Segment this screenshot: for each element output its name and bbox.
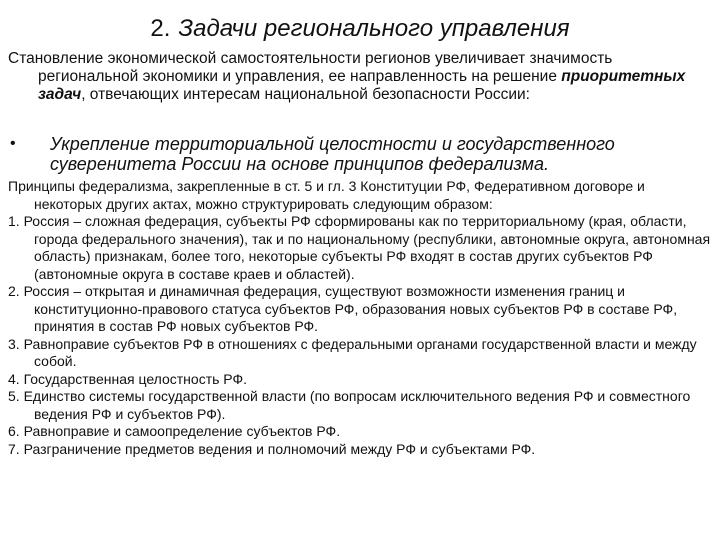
slide-title [0, 14, 720, 44]
title-text: Задачи регионального управления [178, 15, 570, 42]
principle-item-2: 2. Россия – открытая и динамичная федерация, существуют возможности изменения границ и конституционно-правового статуса субъектов РФ, образования новых субъектов РФ в составе РФ, принятия в состав РФ новых субъектов РФ. [8, 283, 678, 334]
principle-item-6: 6. Равноправие и самоопределение субъектов РФ. [8, 423, 341, 439]
intro-after: , отвечающих интересам национальной безопасности России: [81, 86, 530, 103]
bullet-text: Укрепление территориальной целостности и государственного суверенитета России на основе принципов федерализма. [50, 134, 615, 174]
intro-emphasis: приоритетных задач [38, 68, 686, 103]
principle-item-5: 5. Единство системы государственной власти (по вопросам исключительного ведения РФ и совместного ведения РФ и субъектов РФ). [8, 388, 691, 422]
intro-text [8, 50, 716, 104]
principles-lead: Принципы федерализма, закрепленные в ст. 5 и гл. 3 Конституции РФ, Федеративном договоре и некоторых других актах, можно структурировать следующим образом: [8, 178, 645, 212]
principle-item-7: 7. Разграничение предметов ведения и полномочий между РФ и субъектами РФ. [8, 440, 536, 457]
title-number: 2. [150, 15, 171, 42]
bullet-block [8, 134, 716, 174]
bullet-icon: • [10, 135, 16, 152]
principle-item-4: 4. Государственная целостность РФ. [8, 370, 248, 387]
intro-paragraph [8, 50, 716, 104]
principle-item-3: 3. Равноправие субъектов РФ в отношениях с федеральными органами государственной власти и между собой. [8, 335, 697, 369]
principles-list [8, 178, 716, 458]
bullet-item [8, 134, 716, 174]
intro-before: Становление экономической самостоятельности регионов увеличивает значимость региональной экономики и управления, ее направленность на решение [8, 50, 613, 85]
principle-item-1: 1. Россия – сложная федерация, субъекты РФ сформированы как по территориальному (края, области, города федерального значения), так и по национальному (республики, автономные округа, автономная область) признакам, более того, некоторые субъекты РФ входят в состав других субъектов РФ (автономные округа в составе краев и областей). [8, 213, 711, 282]
